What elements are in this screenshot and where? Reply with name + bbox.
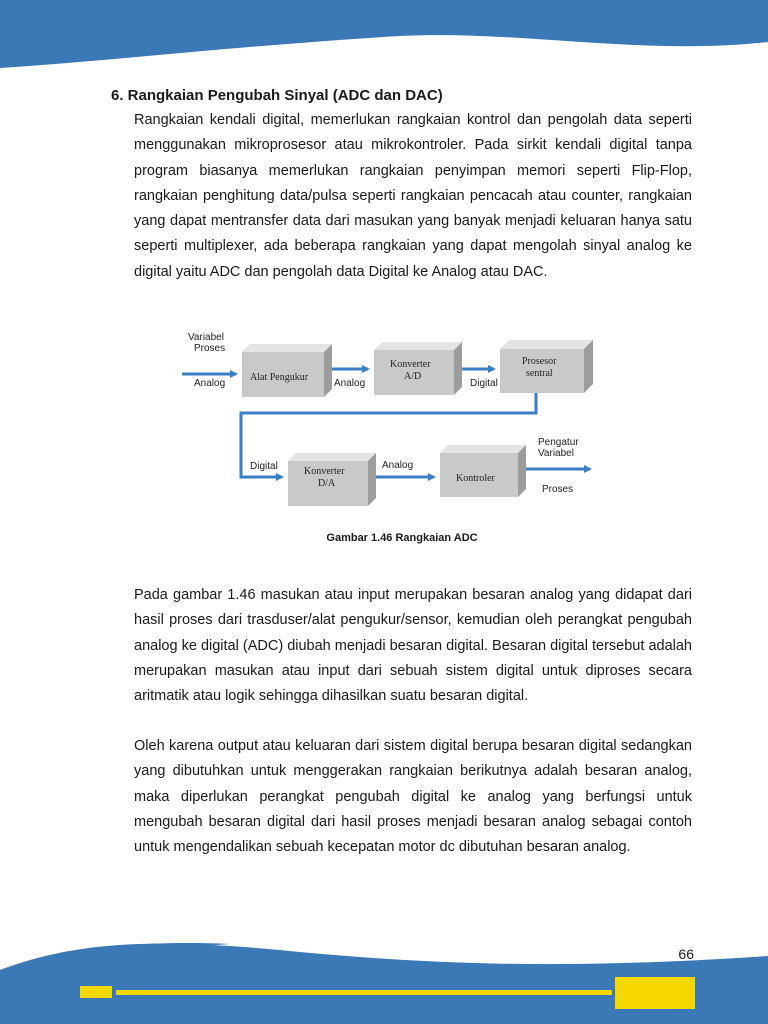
footer-yellow-line — [116, 990, 612, 995]
footer-yellow-block — [615, 977, 695, 1009]
label-kontroler: Kontroler — [456, 473, 495, 484]
label-konverter-ad-1: Konverter — [390, 359, 431, 370]
label-analog-in: Analog — [194, 378, 226, 389]
label-digital-bottom: Digital — [250, 461, 278, 472]
label-pengatur: Pengatur — [538, 437, 579, 448]
figure-caption: Gambar 1.46 Rangkaian ADC — [326, 532, 478, 544]
label-prosesor-1: Prosesor — [522, 356, 557, 367]
section-heading: 6. Rangkaian Pengubah Sinyal (ADC dan DAC) — [111, 87, 443, 104]
adc-block-diagram — [180, 325, 620, 515]
label-alat-pengukur: Alat Pengukur — [250, 372, 309, 383]
label-analog-bottom: Analog — [382, 460, 414, 471]
label-proses: Proses — [194, 343, 226, 354]
paragraph-explanation-adc: Pada gambar 1.46 masukan atau input merupakan besaran analog yang didapat dari hasil proses dari trasduser/alat pengukur/sensor, kemudian oleh perangkat pengubah analog ke digital (ADC) diubah menjadi besaran digital. Besaran digital tersebut adalah merupakan masukan atau input dari sebuah sistem digital untuk diproses secara aritmatik atau logik sehingga dihasilkan suatu besaran digital. — [134, 587, 692, 705]
page-number: 66 — [678, 946, 694, 962]
header-wave-decoration — [0, 0, 768, 80]
label-konverter-da-1: Konverter — [304, 466, 345, 477]
label-variabel-out: Variabel — [538, 448, 574, 459]
paragraph-explanation-dac: Oleh karena output atau keluaran dari sistem digital berupa besaran digital sedangkan yang dibutuhkan untuk menggerakan rangkaian berikutnya adalah besaran analog, maka diperlukan perangkat pengubah digital ke analog yang berfungsi untuk mengubah besaran digital dari hasil proses menjadi besaran analog sebagai contoh untuk mengendalikan sebuah kecepatan motor dc dibutuhan besaran analog. — [134, 738, 692, 856]
label-variabel: Variabel — [188, 332, 224, 343]
footer-yellow-small-bar — [80, 986, 112, 998]
box-alat-pengukur — [242, 344, 332, 397]
label-analog-mid: Analog — [334, 378, 366, 389]
label-prosesor-2: sentral — [526, 368, 553, 379]
label-proses-out: Proses — [542, 484, 574, 495]
box-kontroler — [440, 445, 526, 497]
paragraph-intro: Rangkaian kendali digital, memerlukan rangkaian kontrol dan pengolah data seperti menggunakan mikroprosesor atau mikrokontroler. Pada sirkit kendali digital tanpa program biasanya memerlukan rangkaian penyimpan memori seperti Flip-Flop, rangkaian penghitung data/pulsa seperti rangkaian pencacah atau counter, rangkaian yang dapat mentransfer data dari masukan yang banyak menjadi keluaran hanya satu seperti multiplexer, ada beberapa rangkaian yang dapat mengolah sinyal analog ke digital yaitu ADC dan pengolah data Digital ke Analog atau DAC. — [134, 112, 692, 280]
label-konverter-ad-2: A/D — [404, 371, 422, 382]
label-konverter-da-2: D/A — [318, 478, 336, 489]
label-digital-top: Digital — [470, 378, 498, 389]
